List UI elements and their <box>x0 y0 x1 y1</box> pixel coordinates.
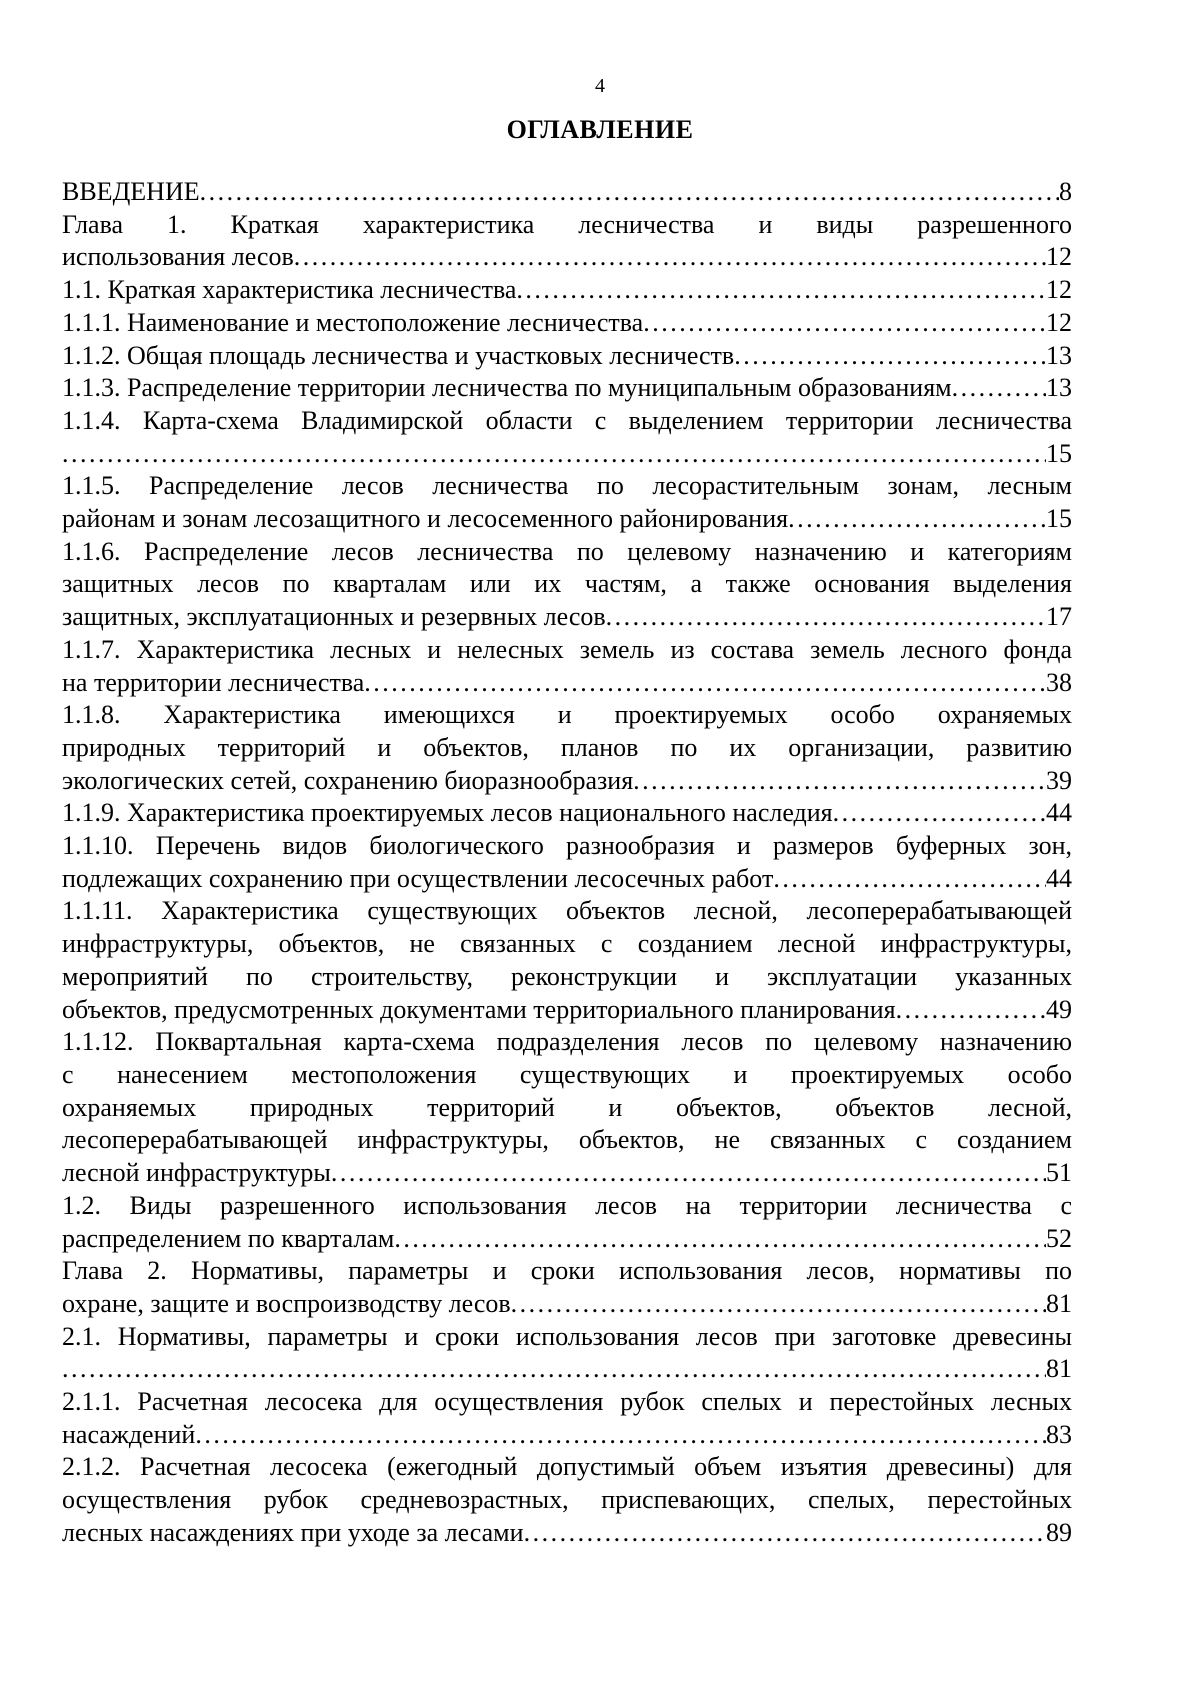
toc-entry-title: подлежащих сохранению при осуществлении лесосечных работ <box>62 863 774 893</box>
toc-entry-row <box>62 1157 1072 1190</box>
toc-entry-title: охране, защите и воспроизводству лесов <box>62 1288 511 1318</box>
toc-entry-row <box>62 372 1072 405</box>
toc-entry-title: 1.1.1. Наименование и местоположение лесничества <box>62 307 644 337</box>
toc-entry-row <box>62 765 1072 798</box>
toc-entry-line: 1.1.7. Характеристика лесных и нелесных земель из состава земель лесного фонда <box>62 634 1072 664</box>
table-of-contents <box>62 176 1072 1550</box>
toc-entry[interactable] <box>62 340 1072 373</box>
dot-leader <box>524 1517 1046 1550</box>
toc-entry-page: 81 <box>1046 1354 1072 1384</box>
toc-entry-title: 1.1. Краткая характеристика лесничества <box>62 275 517 305</box>
toc-entry[interactable] <box>62 405 1072 470</box>
toc-entry-line: Глава 2. Нормативы, параметры и сроки использования лесов, нормативы по <box>62 1256 1072 1286</box>
toc-entry-page: 81 <box>1046 1288 1072 1318</box>
toc-entry-title: распределением по кварталам <box>62 1223 395 1253</box>
toc-entry[interactable] <box>62 1255 1072 1320</box>
toc-entry-page: 89 <box>1046 1517 1072 1547</box>
toc-entry[interactable] <box>62 1026 1072 1190</box>
toc-entry[interactable] <box>62 274 1072 307</box>
toc-entry-row <box>62 503 1072 536</box>
toc-entry-line: 2.1.2. Расчетная лесосека (ежегодный допустимый объем изъятия древесины) для <box>62 1452 1072 1482</box>
toc-entry-title: на территории лесничества <box>62 667 365 697</box>
toc-entry[interactable] <box>62 372 1072 405</box>
toc-entry-page: 13 <box>1046 373 1072 403</box>
toc-entry-page: 15 <box>1046 504 1072 534</box>
dot-leader <box>294 241 1046 274</box>
toc-entry-row <box>62 241 1072 274</box>
toc-entry-line: лесоперерабатывающей инфраструктуры, объектов, не связанных с созданием <box>62 1125 1072 1155</box>
toc-entry-page: 13 <box>1046 340 1072 370</box>
toc-entry[interactable] <box>62 176 1072 209</box>
toc-entry-line: инфраструктуры, объектов, не связанных с созданием лесной инфраструктуры, <box>62 929 1072 959</box>
toc-entry-page: 49 <box>1046 994 1072 1024</box>
toc-entry-line: природных территорий и объектов, планов по их организации, развитию <box>62 732 1072 762</box>
toc-entry-title: насаждений <box>62 1419 196 1449</box>
toc-entry[interactable] <box>62 536 1072 634</box>
toc-entry-page: 17 <box>1046 602 1072 632</box>
dot-leader <box>788 503 1046 536</box>
toc-entry-row <box>62 1517 1072 1550</box>
toc-entry-line: 1.1.4. Карта-схема Владимирской области с выделением территории лесничества <box>62 405 1072 435</box>
toc-entry-page: 39 <box>1046 765 1072 795</box>
toc-entry-row <box>62 1419 1072 1452</box>
toc-entry[interactable] <box>62 797 1072 830</box>
toc-entry-title: объектов, предусмотренных документами территориального планирования <box>62 994 896 1024</box>
toc-entry[interactable] <box>62 830 1072 895</box>
toc-entry-title: 1.1.9. Характеристика проектируемых лесов национального наследия <box>62 798 833 828</box>
toc-entry-line: Глава 1. Краткая характеристика лесничества и виды разрешенного <box>62 209 1072 239</box>
dot-leader <box>773 863 1046 896</box>
toc-entry-page: 12 <box>1046 242 1072 272</box>
toc-entry-title: 1.1.2. Общая площадь лесничества и участковых лесничеств <box>62 340 735 370</box>
toc-entry-page: 12 <box>1046 307 1072 337</box>
toc-entry-title: экологических сетей, сохранению биоразнообразия <box>62 765 634 795</box>
toc-title: ОГЛАВЛЕНИЕ <box>506 115 694 144</box>
dot-leader <box>195 1419 1046 1452</box>
toc-entry-title: лесных насаждениях при уходе за лесами <box>62 1517 524 1547</box>
toc-entry-page: 12 <box>1046 275 1072 305</box>
toc-entry-page: 44 <box>1046 863 1072 893</box>
toc-entry-page: 38 <box>1046 667 1072 697</box>
toc-entry-row <box>62 797 1072 830</box>
toc-entry[interactable] <box>62 1386 1072 1451</box>
dot-leader <box>62 438 1046 471</box>
toc-entry-line: 1.1.10. Перечень видов биологического разнообразия и размеров буферных зон, <box>62 831 1072 861</box>
dot-leader <box>643 307 1046 340</box>
toc-entry[interactable] <box>62 209 1072 274</box>
toc-entry[interactable] <box>62 470 1072 535</box>
toc-entry-line: осуществления рубок средневозрастных, приспевающих, спелых, перестойных <box>62 1485 1072 1515</box>
toc-entry-line: 1.1.8. Характеристика имеющихся и проектируемых особо охраняемых <box>62 700 1072 730</box>
toc-entry-row <box>62 274 1072 307</box>
dot-leader <box>200 176 1059 209</box>
toc-entry-title: лесной инфраструктуры <box>62 1158 331 1188</box>
toc-entry-row <box>62 667 1072 700</box>
toc-entry-row <box>62 994 1072 1027</box>
toc-entry[interactable] <box>62 1190 1072 1255</box>
toc-entry-title: использования лесов <box>62 242 294 272</box>
dot-leader <box>394 1223 1046 1256</box>
toc-entry-row <box>62 340 1072 373</box>
toc-entry-row <box>62 438 1072 471</box>
toc-entry-row <box>62 307 1072 340</box>
dot-leader <box>511 1288 1046 1321</box>
toc-entry[interactable] <box>62 1321 1072 1386</box>
toc-entry-page: 8 <box>1059 177 1072 206</box>
dot-leader <box>516 274 1046 307</box>
dot-leader <box>896 994 1046 1027</box>
toc-entry-title: районам и зонам лесозащитного и лесосеменного районирования <box>62 504 789 534</box>
toc-entry-page: 52 <box>1046 1223 1072 1253</box>
toc-entry[interactable] <box>62 634 1072 699</box>
page-number: 4 <box>595 75 605 97</box>
toc-entry-row <box>62 601 1072 634</box>
toc-entry[interactable] <box>62 699 1072 797</box>
toc-entry-line: 1.1.11. Характеристика существующих объектов лесной, лесоперерабатывающей <box>62 896 1072 926</box>
toc-entry-row <box>62 1288 1072 1321</box>
toc-entry-page: 51 <box>1046 1158 1072 1188</box>
toc-entry-title: ВВЕДЕНИЕ <box>62 177 200 206</box>
toc-entry-row <box>62 1353 1072 1386</box>
dot-leader <box>606 601 1046 634</box>
dot-leader <box>62 1353 1046 1386</box>
toc-entry-line: 1.1.12. Поквартальная карта-схема подразделения лесов по целевому назначению <box>62 1027 1072 1057</box>
toc-entry-line: защитных лесов по кварталам или их частям, а также основания выделения <box>62 569 1072 599</box>
toc-entry-line: 1.1.6. Распределение лесов лесничества по целевому назначению и категориям <box>62 536 1072 566</box>
toc-entry-line: охраняемых природных территорий и объектов, объектов лесной, <box>62 1092 1072 1122</box>
toc-entry-row <box>62 1223 1072 1256</box>
toc-entry[interactable] <box>62 1451 1072 1549</box>
toc-entry-page: 15 <box>1046 438 1072 468</box>
dot-leader <box>633 765 1046 798</box>
toc-entry-title: защитных, эксплуатационных и резервных лесов <box>62 602 606 632</box>
toc-entry-line: 2.1.1. Расчетная лесосека для осуществления рубок спелых и перестойных лесных <box>62 1387 1072 1417</box>
toc-entry-line: мероприятий по строительству, реконструкции и эксплуатации указанных <box>62 961 1072 991</box>
toc-entry[interactable] <box>62 895 1072 1026</box>
dot-leader <box>952 372 1046 405</box>
dot-leader <box>331 1157 1046 1190</box>
toc-entry-line: с нанесением местоположения существующих и проектируемых особо <box>62 1059 1072 1089</box>
toc-entry-line: 1.1.5. Распределение лесов лесничества по лесорастительным зонам, лесным <box>62 471 1072 501</box>
toc-entry-title: 1.1.3. Распределение территории лесничества по муниципальным образованиям <box>62 373 952 403</box>
toc-entry-line: 1.2. Виды разрешенного использования лесов на территории лесничества с <box>62 1190 1072 1220</box>
toc-entry-page: 44 <box>1046 798 1072 828</box>
dot-leader <box>364 667 1046 700</box>
toc-entry-page: 83 <box>1046 1419 1072 1449</box>
dot-leader <box>833 797 1046 830</box>
toc-entry[interactable] <box>62 307 1072 340</box>
toc-entry-line: 2.1. Нормативы, параметры и сроки использования лесов при заготовке древесины <box>62 1321 1072 1351</box>
toc-entry-row <box>62 176 1072 209</box>
dot-leader <box>734 340 1046 373</box>
toc-entry-row <box>62 863 1072 896</box>
